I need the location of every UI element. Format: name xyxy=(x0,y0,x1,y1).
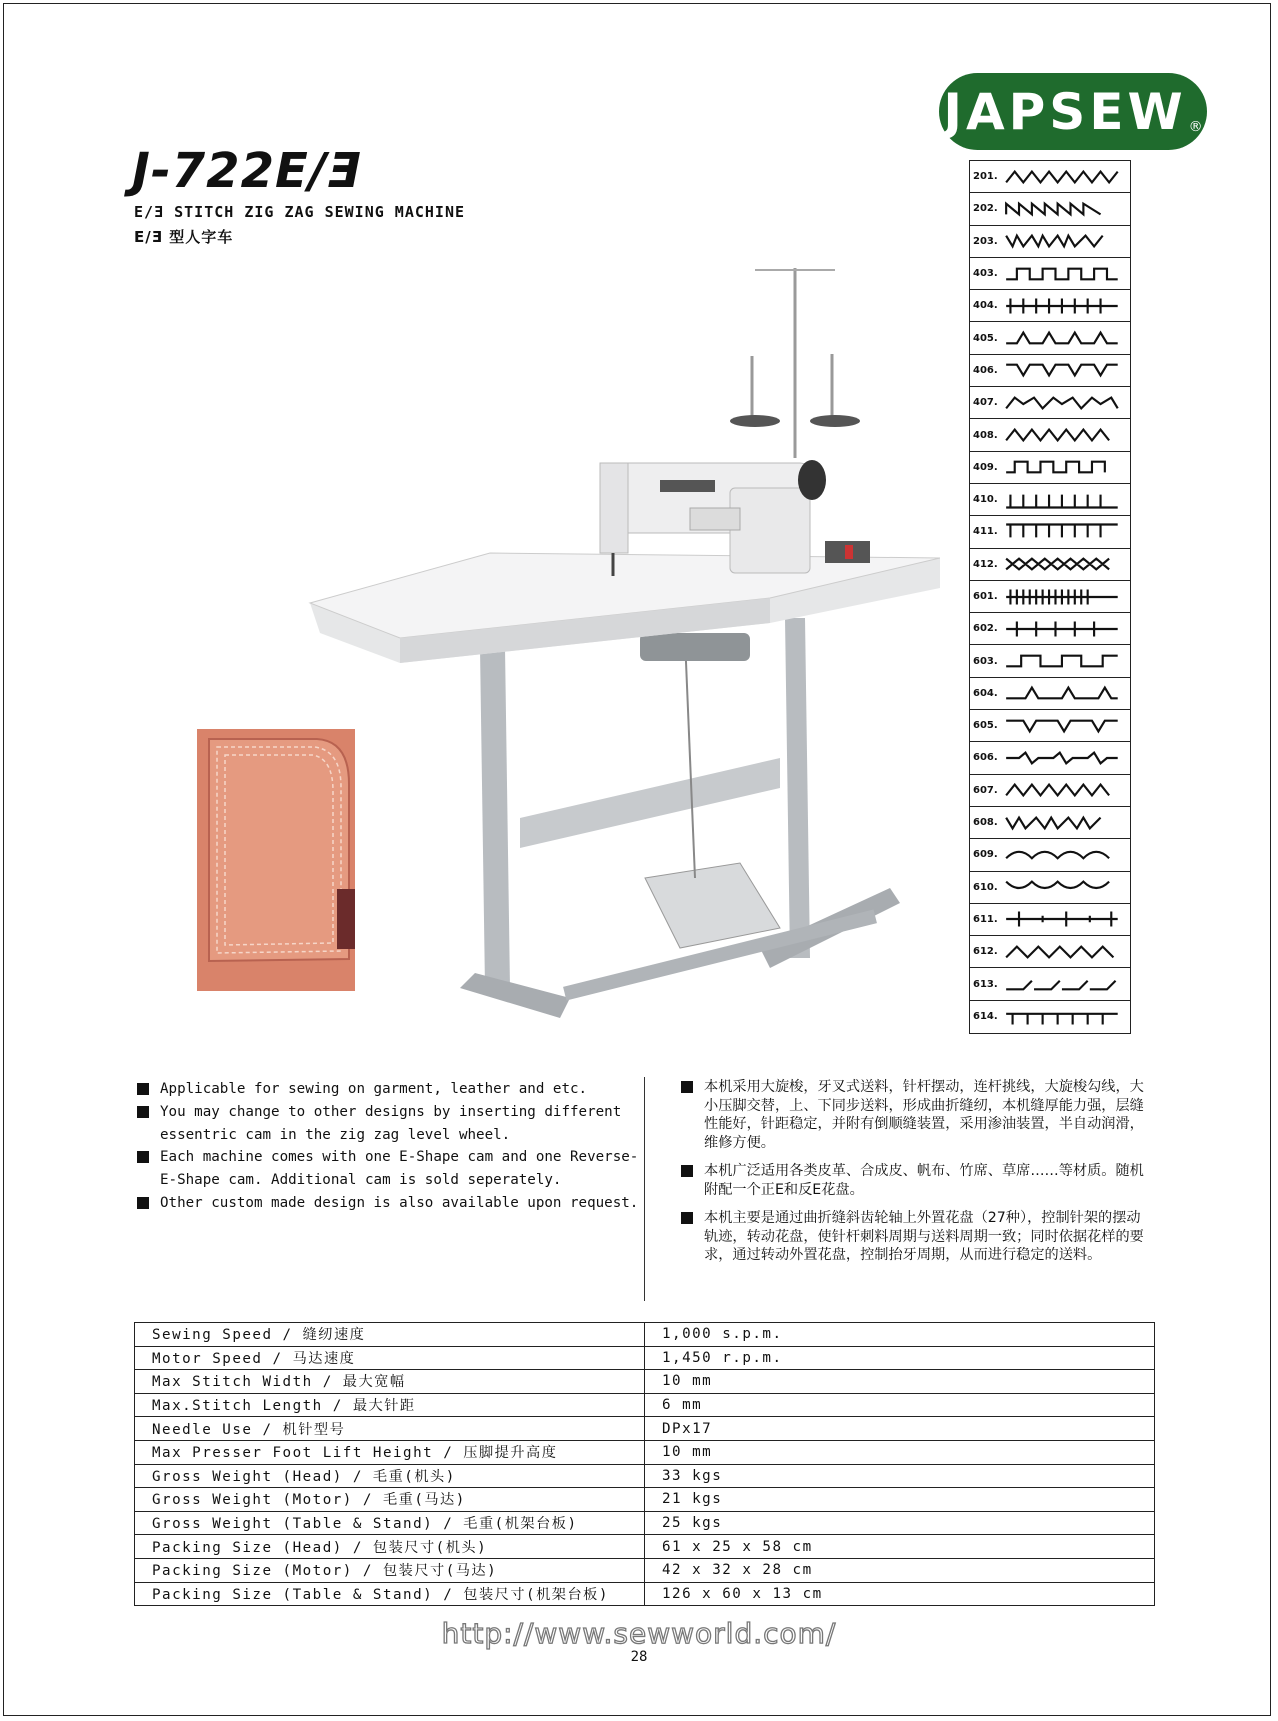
registered-mark: ® xyxy=(1188,118,1203,135)
stitch-code: 405. xyxy=(973,332,998,344)
stitch-pattern-icon xyxy=(1004,938,1122,966)
spec-row xyxy=(135,1582,1155,1606)
stitch-code: 404. xyxy=(973,300,998,312)
stitch-pattern-row xyxy=(970,516,1130,548)
model-title: J-722E/Ǝ xyxy=(132,143,362,199)
spec-value: 61 x 25 x 58 cm xyxy=(645,1535,1155,1559)
spec-value: 42 x 32 x 28 cm xyxy=(645,1558,1155,1582)
stitch-pattern-list xyxy=(969,160,1131,1034)
stitch-pattern-row xyxy=(970,742,1130,774)
stitch-pattern-icon xyxy=(1004,873,1122,901)
stitch-pattern-row xyxy=(970,322,1130,354)
stitch-pattern-row xyxy=(970,419,1130,451)
stitch-pattern-icon xyxy=(1004,453,1122,481)
spec-label: Needle Use / 机针型号 xyxy=(135,1417,645,1441)
spec-value: 1,000 s.p.m. xyxy=(645,1323,1155,1347)
stitch-code: 202. xyxy=(973,203,998,215)
spec-row xyxy=(135,1393,1155,1417)
stitch-code: 601. xyxy=(973,591,998,602)
stitch-pattern-icon xyxy=(1004,163,1122,191)
subtitle-cn: E/Ǝ 型人字车 xyxy=(134,228,234,246)
stitch-pattern-icon xyxy=(1004,227,1122,255)
stitch-pattern-row xyxy=(970,355,1130,387)
stitch-pattern-row xyxy=(970,968,1130,1000)
spec-label: Gross Weight (Table & Stand) / 毛重(机架台板) xyxy=(135,1511,645,1535)
leather-sample-image xyxy=(197,729,355,991)
feature-en-item: You may change to other designs by inserting different essentric cam in the zig zag level wheel. xyxy=(135,1101,650,1147)
spec-row xyxy=(135,1558,1155,1582)
spec-value: 25 kgs xyxy=(645,1511,1155,1535)
spec-row xyxy=(135,1440,1155,1464)
stitch-pattern-icon xyxy=(1004,550,1122,578)
feature-cn-item: 本机广泛适用各类皮革、合成皮、帆布、竹席、草席……等材质。随机附配一个正E和反E花盘。 xyxy=(679,1162,1145,1199)
feature-en-item: Each machine comes with one E-Shape cam and one Reverse-E-Shape cam. Additional cam is sold seperately. xyxy=(135,1146,650,1192)
stitch-pattern-icon xyxy=(1004,679,1122,707)
stitch-pattern-icon xyxy=(1004,905,1122,933)
spec-row xyxy=(135,1511,1155,1535)
spec-label: Max.Stitch Length / 最大针距 xyxy=(135,1393,645,1417)
stitch-code: 412. xyxy=(973,558,998,570)
stitch-code: 607. xyxy=(973,784,998,796)
stitch-code: 403. xyxy=(973,268,998,280)
stitch-pattern-row xyxy=(970,904,1130,936)
feature-en-item: Other custom made design is also available upon request. xyxy=(135,1192,650,1215)
stitch-pattern-icon xyxy=(1004,356,1122,384)
stitch-pattern-icon xyxy=(1004,389,1122,417)
spec-row xyxy=(135,1417,1155,1441)
stitch-pattern-row xyxy=(970,452,1130,484)
stitch-pattern-icon xyxy=(1004,615,1122,643)
stitch-pattern-icon xyxy=(1004,1003,1122,1031)
stitch-pattern-icon xyxy=(1004,744,1122,772)
spec-label: Gross Weight (Head) / 毛重(机头) xyxy=(135,1464,645,1488)
stitch-pattern-icon xyxy=(1004,776,1122,804)
stitch-pattern-icon xyxy=(1004,583,1122,611)
stitch-pattern-row xyxy=(970,387,1130,419)
page-number: 28 xyxy=(630,1649,648,1665)
logo-text: JAPSEW xyxy=(943,82,1187,141)
website-url: http://www.sewworld.com/ xyxy=(441,1617,837,1650)
spec-label: Max Stitch Width / 最大宽幅 xyxy=(135,1370,645,1394)
stitch-code: 406. xyxy=(973,364,998,376)
stitch-code: 409. xyxy=(973,461,998,473)
subtitle-en: E/Ǝ STITCH ZIG ZAG SEWING MACHINE xyxy=(134,203,466,221)
spec-label: Gross Weight (Motor) / 毛重(马达) xyxy=(135,1488,645,1512)
spec-label: Packing Size (Table & Stand) / 包装尺寸(机架台板) xyxy=(135,1582,645,1606)
stitch-pattern-row xyxy=(970,807,1130,839)
features-cn xyxy=(679,1078,1145,1275)
stitch-pattern-row xyxy=(970,226,1130,258)
stitch-code: 602. xyxy=(973,623,998,635)
stitch-code: 605. xyxy=(973,720,998,732)
stitch-code: 201. xyxy=(973,171,998,183)
spec-table xyxy=(134,1322,1155,1606)
spec-value: 10 mm xyxy=(645,1440,1155,1464)
spec-row xyxy=(135,1323,1155,1347)
sewing-machine-image xyxy=(300,258,940,1038)
stitch-pattern-row xyxy=(970,678,1130,710)
stitch-pattern-row xyxy=(970,872,1130,904)
stitch-pattern-row xyxy=(970,484,1130,516)
stitch-pattern-icon xyxy=(1004,647,1122,675)
stitch-pattern-icon xyxy=(1004,518,1122,546)
stitch-pattern-row xyxy=(970,193,1130,225)
spec-value: 6 mm xyxy=(645,1393,1155,1417)
spec-value: 21 kgs xyxy=(645,1488,1155,1512)
feature-en-item: Applicable for sewing on garment, leather and etc. xyxy=(135,1078,650,1101)
stitch-code: 407. xyxy=(973,397,998,409)
spec-row xyxy=(135,1488,1155,1512)
spec-value: 1,450 r.p.m. xyxy=(645,1346,1155,1370)
spec-value: 33 kgs xyxy=(645,1464,1155,1488)
stitch-code: 606. xyxy=(973,752,998,764)
spec-row xyxy=(135,1370,1155,1394)
stitch-code: 609. xyxy=(973,849,998,861)
stitch-pattern-icon xyxy=(1004,809,1122,837)
stitch-pattern-icon xyxy=(1004,841,1122,869)
stitch-pattern-row xyxy=(970,1001,1130,1033)
stitch-pattern-row xyxy=(970,936,1130,968)
spec-row xyxy=(135,1535,1155,1559)
stitch-code: 612. xyxy=(973,946,998,958)
stitch-pattern-icon xyxy=(1004,421,1122,449)
feature-cn-item: 本机主要是通过曲折缝斜齿轮轴上外置花盘（27种），控制针架的摆动轨迹，转动花盘，使针杆刺料周期与送料周期一致；同时依据花样的要求，通过转动外置花盘，控制抬牙周期，从而进行稳定的送料。 xyxy=(679,1209,1145,1265)
stitch-pattern-row xyxy=(970,549,1130,581)
stitch-pattern-row xyxy=(970,710,1130,742)
stitch-pattern-row xyxy=(970,581,1130,613)
spec-label: Sewing Speed / 缝纫速度 xyxy=(135,1323,645,1347)
stitch-code: 614. xyxy=(973,1011,998,1023)
stitch-pattern-row xyxy=(970,161,1130,193)
features-en xyxy=(135,1078,650,1215)
stitch-pattern-icon xyxy=(1004,486,1122,514)
stitch-code: 603. xyxy=(973,655,998,667)
spec-label: Packing Size (Head) / 包装尺寸(机头) xyxy=(135,1535,645,1559)
spec-value: DPx17 xyxy=(645,1417,1155,1441)
spec-row xyxy=(135,1346,1155,1370)
stitch-pattern-row xyxy=(970,645,1130,677)
stitch-pattern-icon xyxy=(1004,970,1122,998)
column-divider xyxy=(644,1077,645,1301)
stitch-pattern-row xyxy=(970,839,1130,871)
spec-value: 10 mm xyxy=(645,1370,1155,1394)
spec-row xyxy=(135,1464,1155,1488)
stitch-code: 611. xyxy=(973,913,998,925)
stitch-code: 613. xyxy=(973,978,998,990)
stitch-pattern-icon xyxy=(1004,324,1122,352)
stitch-code: 608. xyxy=(973,817,998,829)
spec-label: Max Presser Foot Lift Height / 压脚提升高度 xyxy=(135,1440,645,1464)
stitch-pattern-icon xyxy=(1004,712,1122,740)
stitch-code: 610. xyxy=(973,881,998,893)
stitch-pattern-icon xyxy=(1004,260,1122,288)
japsew-logo xyxy=(939,73,1207,150)
stitch-code: 410. xyxy=(973,494,998,506)
stitch-code: 408. xyxy=(973,429,998,441)
feature-cn-item: 本机采用大旋梭，牙叉式送料，针杆摆动，连杆挑线，大旋梭勾线，大小压脚交替，上、下同步送料，形成曲折缝纫，本机缝厚能力强，层缝性能好，针距稳定，并附有倒顺缝装置，采用渗油装置，半自动润滑，维修方便。 xyxy=(679,1078,1145,1152)
stitch-code: 411. xyxy=(973,526,998,538)
spec-label: Packing Size (Motor) / 包装尺寸(马达) xyxy=(135,1558,645,1582)
stitch-pattern-icon xyxy=(1004,292,1122,320)
stitch-code: 604. xyxy=(973,687,998,699)
stitch-code: 203. xyxy=(973,235,998,247)
stitch-pattern-row xyxy=(970,290,1130,322)
stitch-pattern-icon xyxy=(1004,195,1122,223)
spec-value: 126 x 60 x 13 cm xyxy=(645,1582,1155,1606)
stitch-pattern-row xyxy=(970,258,1130,290)
stitch-pattern-row xyxy=(970,775,1130,807)
stitch-pattern-row xyxy=(970,613,1130,645)
spec-label: Motor Speed / 马达速度 xyxy=(135,1346,645,1370)
